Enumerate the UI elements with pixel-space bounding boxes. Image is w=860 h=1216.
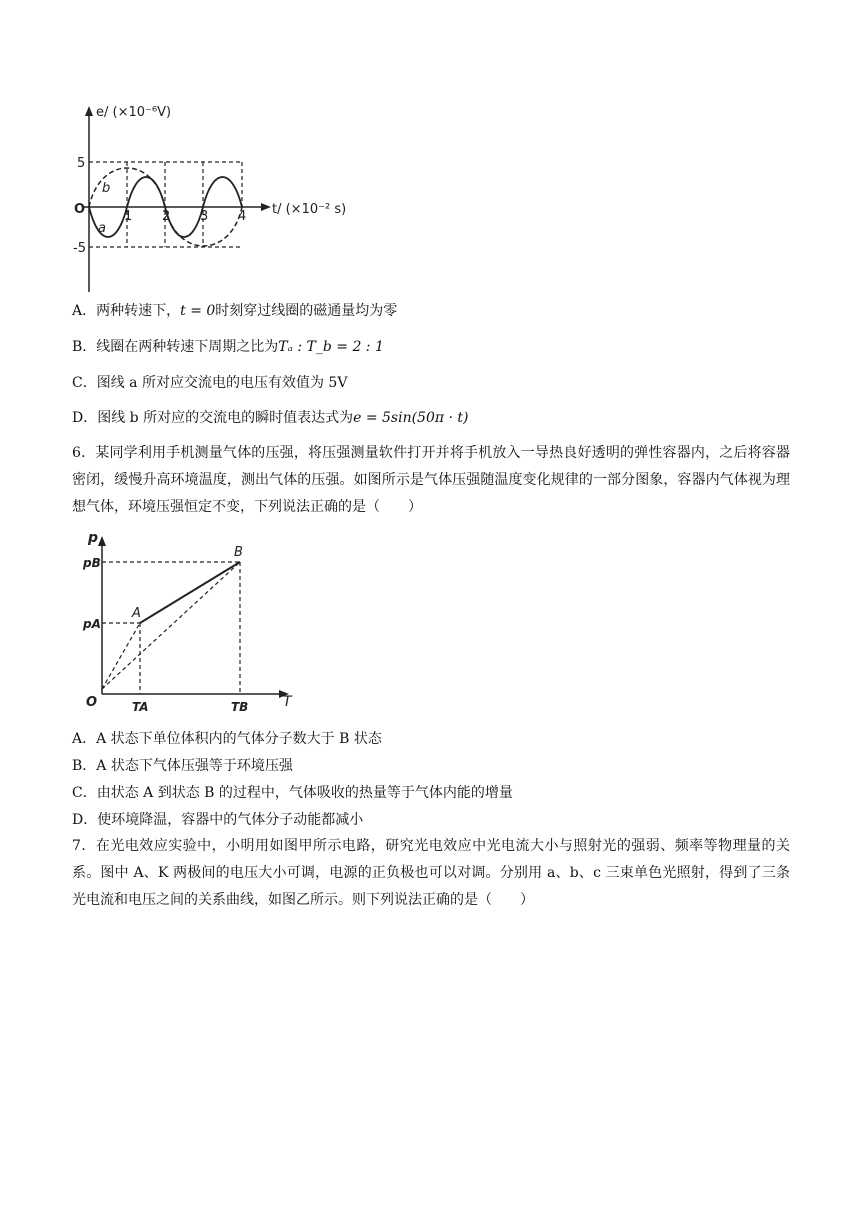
q5-option-c bbox=[72, 372, 790, 394]
curve-a-label: a bbox=[98, 221, 106, 236]
q5-option-a-suffix: 时刻穿过线圈的磁通量均为零 bbox=[215, 303, 398, 319]
q5-option-d-math: e = 5sin(50π · t) bbox=[353, 410, 469, 426]
y-axis-label: e/ (×10⁻⁶V) bbox=[96, 105, 172, 120]
q5-option-a-math: t = 0 bbox=[180, 303, 216, 319]
q5-option-b-prefix: B．线圈在两种转速下周期之比为 bbox=[72, 339, 279, 355]
q5-option-b bbox=[72, 336, 790, 358]
x-tick-2: 2 bbox=[162, 209, 171, 224]
p-t-guides bbox=[102, 562, 240, 694]
pa-label: pA bbox=[83, 617, 101, 631]
point-b-label: B bbox=[234, 545, 243, 560]
p-axis-label: p bbox=[88, 530, 99, 546]
q6-option-b: B．A 状态下气体压强等于环境压强 bbox=[72, 758, 293, 774]
x-tick-1: 1 bbox=[124, 209, 133, 224]
q5-option-b-math: Tₐ : T_b = 2 : 1 bbox=[278, 339, 384, 355]
point-a-label: A bbox=[132, 606, 141, 621]
q5-option-a-prefix: A．两种转速下， bbox=[72, 303, 181, 319]
origin-o-label: O bbox=[86, 695, 98, 710]
t-axis-label: T bbox=[283, 694, 292, 710]
tb-label: TB bbox=[231, 700, 249, 714]
q6-option-d: D．使环境降温，容器中的气体分子动能都减小 bbox=[72, 812, 364, 828]
x-axis-arrow bbox=[261, 203, 271, 211]
guide-lines bbox=[89, 162, 242, 247]
q5-option-c-text: C．图线 a 所对应交流电的电压有效值为 5V bbox=[72, 375, 348, 391]
q5-option-a bbox=[72, 300, 790, 322]
q5-option-d-prefix: D．图线 b 所对应的交流电的瞬时值表达式为 bbox=[72, 410, 354, 426]
q6-option-a: A．A 状态下单位体积内的气体分子数大于 B 状态 bbox=[72, 731, 382, 747]
emf-time-graph bbox=[72, 100, 362, 300]
x-axis-label: t/ (×10⁻² s) bbox=[272, 202, 347, 217]
y-tick-pos: 5 bbox=[77, 156, 86, 171]
y-tick-neg: -5 bbox=[73, 241, 86, 256]
origin-label: O bbox=[74, 202, 86, 217]
y-axis-arrow bbox=[85, 106, 93, 116]
curve-b-label: b bbox=[102, 181, 111, 196]
pb-label: pB bbox=[83, 556, 101, 570]
pressure-temperature-graph bbox=[80, 528, 310, 718]
ta-label: TA bbox=[132, 700, 149, 714]
q7-stem: 7．在光电效应实验中，小明用如图甲所示电路，研究光电效应中光电流大小与照射光的强弱、频率等物理量的关系。图中 A、K 两极间的电压大小可调，电源的正负极也可以对调。分别用 a、b、c 三束单色光照射，得到了三条光电流和电压之间的关系曲线，如图乙所示。则下列说法正确的是（ ） bbox=[72, 838, 790, 908]
q6-option-c: C．由状态 A 到状态 B 的过程中，气体吸收的热量等于气体内能的增量 bbox=[72, 785, 513, 801]
x-tick-3: 3 bbox=[200, 209, 209, 224]
process-ab-line bbox=[140, 562, 240, 623]
x-tick-4: 4 bbox=[238, 209, 247, 224]
p-axis-arrow bbox=[98, 536, 106, 546]
q5-option-d bbox=[72, 407, 790, 429]
q6-stem: 6．某同学利用手机测量气体的压强，将压强测量软件打开并将手机放入一导热良好透明的弹性容器内，之后将容器密闭，缓慢升高环境温度，测出气体的压强。如图所示是气体压强随温度变化规律的一部分图象，容器内气体视为理想气体，环境压强恒定不变，下列说法正确的是（ ） bbox=[72, 445, 790, 515]
